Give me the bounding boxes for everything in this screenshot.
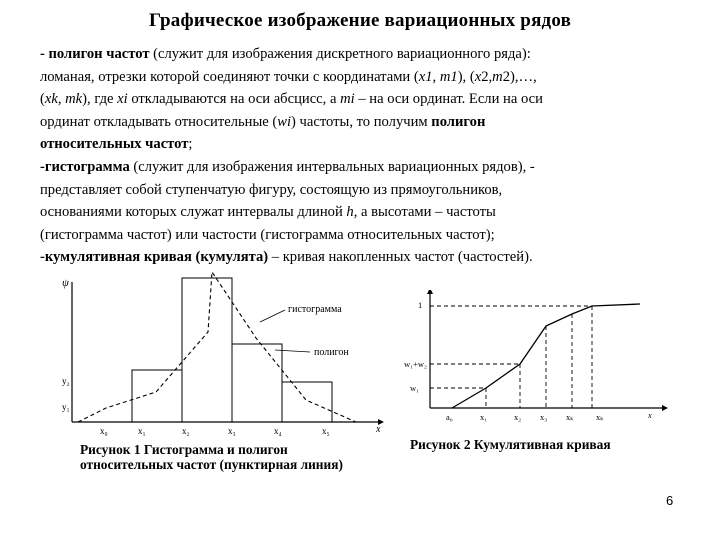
guide-lines <box>430 306 592 408</box>
figure2-caption: Рисунок 2 Кумулятивная кривая <box>410 437 611 452</box>
x-tick-label: x₃ <box>228 426 236 436</box>
x-tick-label: x₁ <box>138 426 146 436</box>
figure-cumulative-curve <box>400 290 670 460</box>
y-tick-label: 1 <box>418 300 423 310</box>
x-tick-label: x₀ <box>100 426 108 436</box>
histogram-bar <box>232 344 282 422</box>
figure1-caption: Рисунок 1 Гистограмма и полигон относительных частот (пунктирная линия) <box>80 442 343 472</box>
body-text <box>40 43 672 269</box>
text-line: (гистограмма частот) или частости (гистограмма относительных частот); <box>40 226 495 243</box>
text-line: -гистограмма (служит для изображения интервальных вариационных рядов), - <box>40 158 535 175</box>
x-tick-label: x₅ <box>322 426 330 436</box>
histogram-bar <box>132 370 182 422</box>
page-title: Графическое изображение вариационных рядов <box>148 10 572 31</box>
annotation-leader <box>260 310 285 322</box>
y-tick-label: w₁+w₂ <box>404 359 427 369</box>
x-axis-label: x <box>648 410 652 420</box>
x-axis-label: x <box>376 424 381 435</box>
x-tick-labels <box>100 426 330 436</box>
text-line: представляет собой ступенчатую фигуру, состоящую из прямоугольников, <box>40 181 503 198</box>
histogram-bar <box>182 278 232 422</box>
x-tick-label: x₂ <box>514 412 522 422</box>
y-tick-labels <box>404 300 427 393</box>
x-tick-label: xₖ <box>566 412 574 422</box>
text-line: ординат откладывать относительные (wi) частоты, то получим полигон <box>40 113 486 130</box>
histogram-bars <box>132 278 332 422</box>
x-tick-labels <box>446 410 652 422</box>
text-line: (xk, mk), где xi откладываются на оси абсцисс, а mi – на оси ординат. Если на оси <box>40 91 543 108</box>
figure2-svg <box>400 290 670 460</box>
term-cumulative: -кумулятивная кривая (кумулята) <box>40 249 269 266</box>
page-number: 6 <box>666 493 674 508</box>
text-line: относительных частот; <box>40 136 193 153</box>
annotation-histogram: гистограмма <box>288 304 342 315</box>
annotation-polygon: полигон <box>314 347 349 358</box>
text-line: ломаная, отрезки которой соединяют точки с координатами (x1, m1), (x2,m2),…, <box>40 68 537 85</box>
y-axis-label: ψ <box>62 277 69 289</box>
y-tick-bottom: y₁ <box>62 402 70 412</box>
y-tick-top: y₂ <box>62 376 70 386</box>
x-tick-label: x₃ <box>540 412 548 422</box>
term-polygon: - полигон частот <box>40 46 150 62</box>
text-line: -кумулятивная кривая (кумулята) – кривая накопленных частот (частостей). <box>40 249 533 266</box>
text-line: - полигон частот (служит для изображения дискретного вариационного ряда): <box>40 46 531 62</box>
x-tick-label: xₖ <box>596 412 604 422</box>
x-tick-label: a₀ <box>446 412 453 422</box>
histogram-bar <box>282 382 332 422</box>
annotation-leader <box>275 350 310 352</box>
x-tick-label: x₄ <box>274 426 282 436</box>
x-axis-arrow <box>662 405 668 411</box>
x-tick-label: x₂ <box>182 426 190 436</box>
term-histogram: -гистограмма <box>40 158 130 175</box>
text-line: основаниями которых служат интервалы длиной h, а высотами – частоты <box>40 204 496 221</box>
y-axis-arrow <box>427 290 433 294</box>
x-tick-label: x₁ <box>480 412 488 422</box>
y-tick-label: w₁ <box>410 383 420 393</box>
